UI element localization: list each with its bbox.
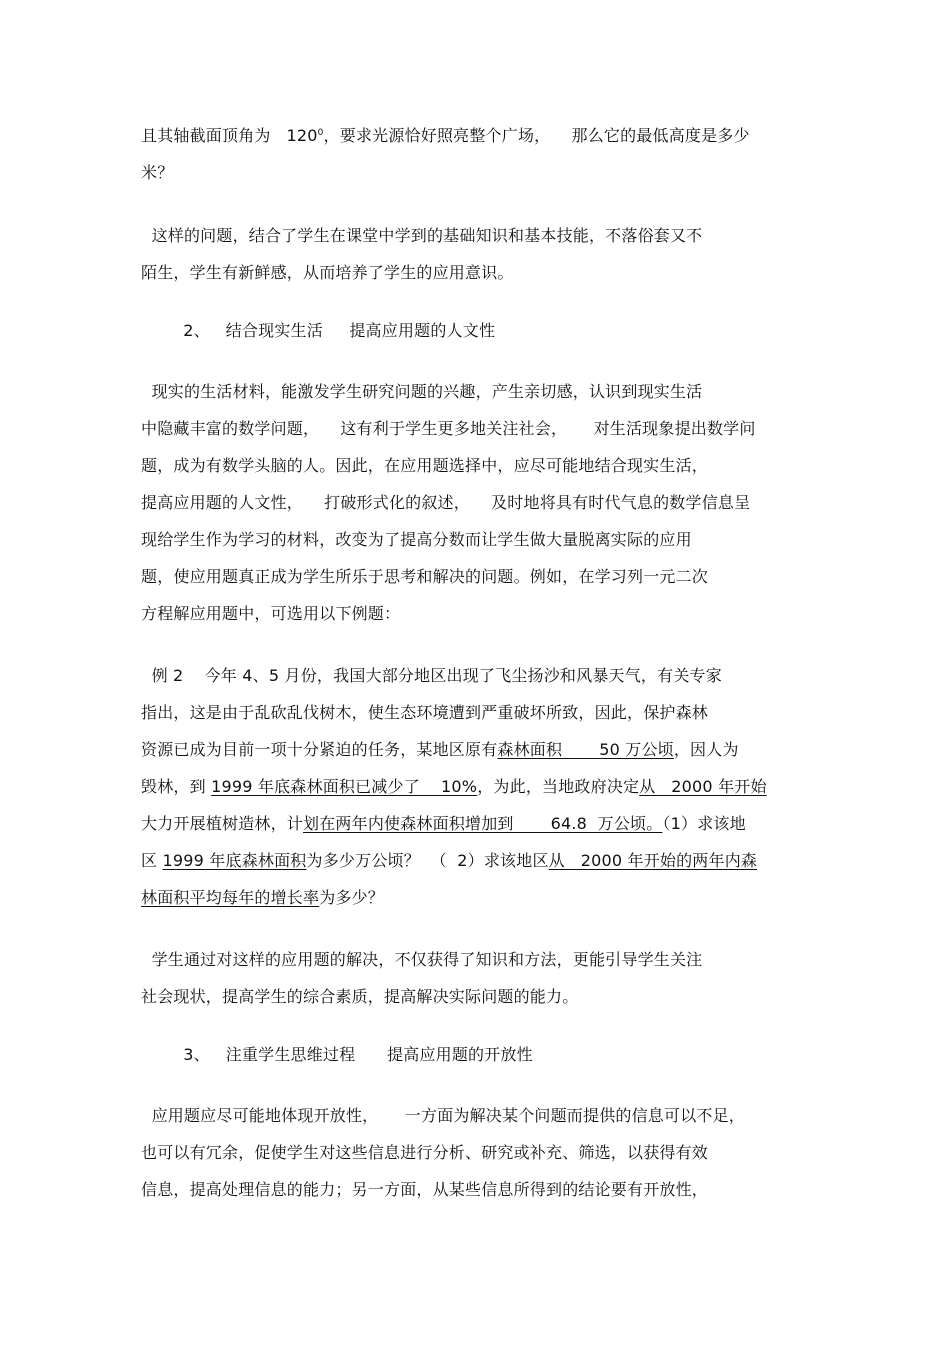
text-line [141, 814, 746, 834]
text-line [141, 126, 750, 146]
text-run: 毁林，到 [141, 777, 212, 796]
underlined-text: 从 2000 年开始的两年内森 [548, 851, 758, 870]
text-run: 资源已成为目前一项十分紧迫的任务，某地区原有 [141, 740, 498, 759]
text-line: 例 2 今年 4、5 月份，我国大部分地区出现了飞尘扬沙和风暴天气，有关专家 [141, 666, 722, 685]
text-line [141, 777, 767, 797]
text-line [141, 888, 384, 908]
underlined-text: 从 2000 年开始 [639, 777, 767, 796]
text-line: 提高应用题的人文性， 打破形式化的叙述， 及时地将具有时代气息的数学信息呈 [141, 493, 751, 512]
text-run: 且其轴截面顶角为 120 [141, 126, 318, 145]
underlined-text: 1999 年底森林面积 [162, 851, 307, 870]
section-heading: 3、 注重学生思维过程 提高应用题的开放性 [141, 1045, 533, 1064]
text-line: 社会现状，提高学生的综合素质，提高解决实际问题的能力。 [141, 987, 579, 1006]
text-run: 为多少万公顷？ （ 2）求该地区 [306, 851, 549, 870]
text-line: 也可以有冗余，促使学生对这些信息进行分析、研究或补充、筛选，以获得有效 [141, 1143, 709, 1162]
underlined-text: 1999 年底森林面积已减少了 10% [211, 777, 478, 796]
text-line [141, 851, 757, 871]
text-line: 题，使应用题真正成为学生所乐于思考和解决的问题。例如，在学习列一元二次 [141, 567, 709, 586]
text-line [141, 740, 739, 760]
text-line: 这样的问题，结合了学生在课堂中学到的基础知识和基本技能，不落俗套又不 [141, 226, 703, 245]
text-line: 现给学生作为学习的材料，改变为了提高分数而让学生做大量脱离实际的应用 [141, 530, 692, 549]
text-line: 学生通过对这样的应用题的解决，不仅获得了知识和方法，更能引导学生关注 [141, 950, 703, 969]
text-run: 为多少？ [319, 888, 385, 907]
underlined-text: 划在两年内使森林面积增加到 64.8 万公顷。 [303, 814, 663, 833]
text-run: ，要求光源恰好照亮整个广场， 那么它的最低高度是多少 [323, 126, 750, 145]
text-line: 米？ [141, 163, 174, 182]
text-line: 信息，提高处理信息的能力；另一方面，从某些信息所得到的结论要有开放性， [141, 1180, 709, 1199]
text-line: 中隐藏丰富的数学问题， 这有利于学生更多地关注社会， 对生活现象提出数学问 [141, 419, 756, 438]
underlined-text: 森林面积 50 万公顷 [497, 740, 674, 759]
text-run: ，为此，当地政府决定 [477, 777, 640, 796]
text-line: 题，成为有数学头脑的人。因此，在应用题选择中，应尽可能地结合现实生活， [141, 456, 709, 475]
text-line: 陌生，学生有新鲜感，从而培养了学生的应用意识。 [141, 263, 514, 282]
section-heading: 2、 结合现实生活 提高应用题的人文性 [141, 321, 496, 340]
text-run: （1）求该地 [662, 814, 746, 833]
text-run: 区 [141, 851, 163, 870]
superscript: 0 [317, 128, 324, 138]
text-line: 现实的生活材料，能激发学生研究问题的兴趣，产生亲切感，认识到现实生活 [141, 382, 703, 401]
text-line: 方程解应用题中，可选用以下例题： [141, 604, 401, 623]
text-line: 指出，这是由于乱砍乱伐树木，使生态环境遭到严重破坏所致，因此，保护森林 [141, 703, 709, 722]
underlined-text: 林面积平均每年的增长率 [141, 888, 320, 907]
text-run: ，因人为 [673, 740, 739, 759]
text-line: 应用题应尽可能地体现开放性， 一方面为解决某个问题而提供的信息可以不足， [141, 1106, 746, 1125]
text-run: 大力开展植树造林，计 [141, 814, 304, 833]
